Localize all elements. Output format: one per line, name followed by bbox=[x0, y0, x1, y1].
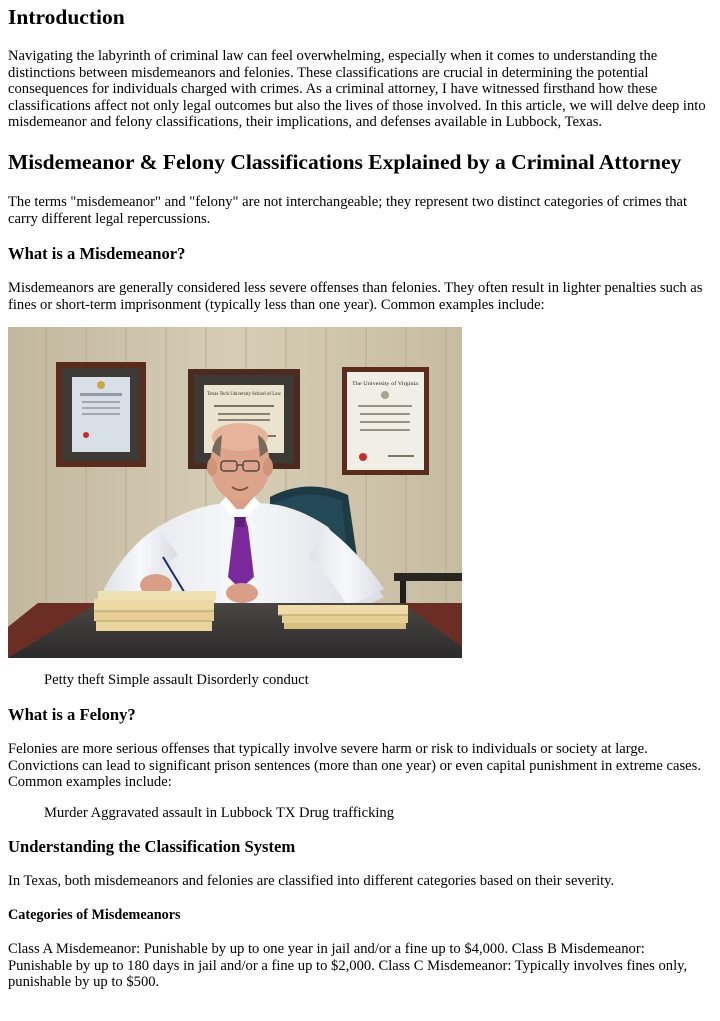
diploma-3-title: The University of Virginia bbox=[352, 381, 407, 388]
diploma-2-title: Texas Tech University School of Law bbox=[207, 391, 292, 398]
folders-left bbox=[94, 591, 216, 631]
misdemeanor-paragraph: Misdemeanors are generally considered less severe offenses than felonies. They often result in lighter penalties such as fines or short-term imprisonment (typically less than one year). Common examples include: bbox=[8, 280, 703, 313]
diploma-frame-1 bbox=[56, 362, 146, 467]
intro-heading: Introduction bbox=[8, 5, 125, 29]
felony-examples: Murder Aggravated assault in Lubbock TX Drug trafficking bbox=[44, 804, 395, 821]
article bbox=[0, 4, 720, 991]
classification-system-paragraph: In Texas, both misdemeanors and felonies are classified into different categories based on their severity. bbox=[8, 873, 615, 890]
intro-paragraph: Navigating the labyrinth of criminal law can feel overwhelming, especially when it comes to understanding the distinctions between misdemeanors and felonies. These classifications are crucial in determining the potential consequences for individuals charged with crimes. As a criminal attorney, I have witnessed firsthand how these classifications affect not only legal outcomes but also the lives of those involved. In this article, we will delve deep into misdemeanor and felony classifications, their implications, and defenses available in Lubbock, Texas. bbox=[8, 48, 706, 131]
misdemeanor-categories-heading: Categories of Misdemeanors bbox=[8, 906, 181, 923]
folders-right bbox=[278, 605, 408, 629]
classification-system-heading: Understanding the Classification System bbox=[8, 837, 296, 857]
misdemeanor-examples: Petty theft Simple assault Disorderly conduct bbox=[44, 672, 309, 689]
diploma-frame-3 bbox=[342, 367, 429, 475]
misdemeanor-heading: What is a Misdemeanor? bbox=[8, 244, 186, 264]
felony-paragraph: Felonies are more serious offenses that typically involve severe harm or risk to individuals or society at large. Convictions can lead to significant prison sentences (more than one year) or even capital punishment in extreme cases. Common examples include: bbox=[8, 740, 701, 791]
felony-heading: What is a Felony? bbox=[8, 704, 136, 724]
misdemeanor-categories-paragraph: Class A Misdemeanor: Punishable by up to one year in jail and/or a fine up to $4,000. Class B Misdemeanor: Punishable by up to 180 days in jail and/or a fine up to $2,000. Class C Misdemeanor: Typically involves fines only, punishable by up to $500. bbox=[8, 940, 688, 991]
attorney-photo bbox=[8, 327, 462, 658]
classifications-heading: Misdemeanor & Felony Classifications Explained by a Criminal Attorney bbox=[8, 149, 682, 174]
classifications-paragraph: The terms "misdemeanor" and "felony" are not interchangeable; they represent two distinct categories of crimes that carry different legal repercussions. bbox=[8, 193, 688, 227]
